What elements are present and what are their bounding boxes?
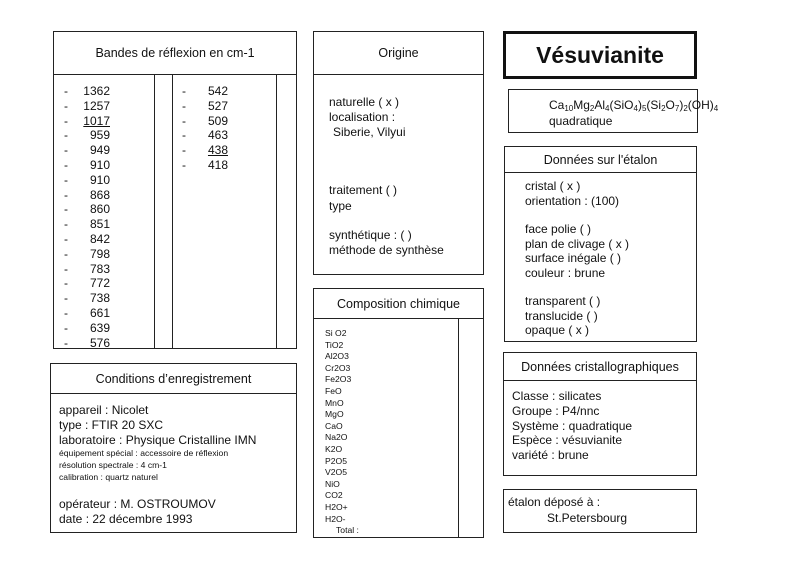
- band-value: 959: [89, 128, 110, 143]
- band-dash: -: [182, 143, 186, 158]
- etalon-line: face polie ( ): [525, 222, 592, 236]
- band-value: 738: [89, 291, 110, 306]
- conditions-title: Conditions d’enregistrement: [95, 371, 252, 386]
- band-dash: -: [64, 276, 68, 291]
- composition-total: Total :: [336, 525, 359, 536]
- band-dash: -: [64, 291, 68, 306]
- mineral-name: Vésuvianite: [536, 41, 664, 68]
- formula-part: (OH): [687, 98, 714, 112]
- band-row: [64, 188, 152, 203]
- formula-part: ): [679, 98, 684, 112]
- composition-item: Na2O: [325, 432, 348, 443]
- band-row: [182, 84, 272, 99]
- band-row: [64, 217, 152, 232]
- composition-item: CO2: [325, 490, 343, 501]
- band-dash: -: [64, 113, 68, 128]
- band-row: [64, 158, 152, 173]
- cristallo-header: [504, 353, 696, 381]
- bands-header: [54, 32, 296, 75]
- band-dash: -: [182, 157, 186, 172]
- composition-item: H2O+: [325, 501, 348, 512]
- composition-item: H2O-: [325, 513, 346, 524]
- band-value: 860: [89, 202, 110, 217]
- band-row: [64, 173, 152, 188]
- type-field: type : FTIR 20 SXC: [59, 418, 164, 432]
- band-row: [64, 306, 152, 321]
- column-divider: [172, 75, 173, 348]
- band-dash: -: [64, 84, 68, 98]
- composition-item: P2O5: [325, 455, 347, 466]
- formula-part: Mg: [573, 98, 590, 112]
- appareil-field: appareil : Nicolet: [59, 403, 149, 417]
- band-value: 639: [89, 320, 110, 335]
- band-value: 661: [89, 305, 110, 320]
- type-field: type: [329, 199, 352, 213]
- formula-subscript: 4: [605, 104, 610, 113]
- band-row: [182, 143, 272, 158]
- band-value: 542: [207, 84, 228, 98]
- formula-part: (Si: [646, 98, 662, 112]
- formula-subscript: 10: [564, 104, 574, 113]
- bands-column-2: [182, 84, 272, 173]
- band-row: [64, 276, 152, 291]
- band-value: 949: [89, 143, 110, 158]
- composition-item: Fe2O3: [325, 374, 352, 385]
- etalon-header: [505, 147, 696, 173]
- band-value: 1257: [83, 98, 110, 113]
- band-row: [64, 99, 152, 114]
- naturelle-field: naturelle ( x ): [329, 95, 400, 109]
- band-row: [64, 84, 152, 99]
- composition-item: MgO: [325, 409, 344, 420]
- band-dash: -: [64, 261, 68, 276]
- composition-header: [314, 289, 483, 319]
- etalon-line: plan de clivage ( x ): [525, 236, 630, 251]
- band-row: [182, 158, 272, 173]
- band-value: 576: [89, 335, 110, 350]
- conditions-box: [50, 363, 297, 533]
- band-row: [64, 336, 152, 351]
- etalon-line: opaque ( x ): [525, 323, 590, 337]
- composition-item: Cr2O3: [325, 362, 351, 373]
- origine-title: Origine: [378, 46, 419, 60]
- band-value: 509: [207, 113, 228, 128]
- composition-item: V2O5: [325, 467, 347, 478]
- band-dash: -: [64, 246, 68, 261]
- band-dash: -: [64, 157, 68, 172]
- formula-part: Ca: [549, 98, 565, 112]
- band-value: 798: [89, 246, 110, 261]
- band-value: 527: [207, 98, 228, 113]
- band-row: [64, 291, 152, 306]
- formula-part: (SiO: [609, 98, 634, 112]
- band-dash: -: [182, 128, 186, 143]
- formula-subscript: 7: [674, 104, 680, 113]
- formula-subscript: 4: [713, 104, 719, 113]
- synthetique-field: synthétique : ( ): [329, 228, 412, 242]
- bands-title: Bandes de réflexion en cm-1: [95, 46, 255, 60]
- band-dash: -: [182, 84, 186, 98]
- cristallo-line: variété : brune: [512, 448, 589, 463]
- etalon-line: transparent ( ): [525, 294, 601, 308]
- crystal-system: quadratique: [549, 114, 613, 128]
- cristallo-line: Espèce : vésuvianite: [512, 433, 623, 448]
- composition-list: [325, 328, 359, 537]
- band-row: [64, 321, 152, 336]
- band-dash: -: [64, 305, 68, 320]
- etalon-group-3: [525, 294, 600, 338]
- composition-item: MnO: [325, 397, 344, 408]
- cristallo-line: Classe : silicates: [512, 389, 602, 403]
- depot-place: St.Petersbourg: [547, 511, 628, 525]
- conditions-header: [51, 364, 296, 394]
- etalon-line: couleur : brune: [525, 265, 606, 280]
- column-divider: [154, 75, 155, 348]
- band-value: 772: [89, 276, 110, 291]
- composition-item: Al2O3: [325, 351, 349, 362]
- band-value: 842: [89, 231, 110, 246]
- bands-column-1: [64, 84, 152, 350]
- band-row: [64, 232, 152, 247]
- formula-subscript: 2: [661, 104, 666, 113]
- etalon-line: translucide ( ): [525, 308, 598, 323]
- band-dash: -: [64, 320, 68, 335]
- origine-header: [314, 32, 483, 75]
- depot-box: [503, 489, 697, 533]
- etalon-group-1: [525, 179, 619, 208]
- etalon-title: Données sur l'étalon: [543, 152, 658, 167]
- laboratoire-field: laboratoire : Physique Cristalline IMN: [59, 433, 257, 447]
- column-divider: [276, 75, 277, 348]
- composition-item: Si O2: [325, 328, 347, 338]
- composition-divider: [458, 319, 459, 537]
- band-value: 463: [207, 128, 228, 143]
- bands-box: [53, 31, 297, 349]
- band-row: [64, 262, 152, 277]
- band-dash: -: [182, 98, 186, 113]
- band-dash: -: [64, 98, 68, 113]
- composition-item: K2O: [325, 443, 343, 454]
- composition-item: NiO: [325, 478, 340, 489]
- localisation-label: localisation :: [329, 110, 396, 124]
- band-dash: -: [64, 231, 68, 246]
- methode-field: méthode de synthèse: [329, 243, 444, 257]
- band-row: [182, 128, 272, 143]
- etalon-group-2: [525, 222, 629, 280]
- band-dash: -: [182, 113, 186, 128]
- formula-part: Al: [594, 98, 606, 112]
- band-dash: -: [64, 143, 68, 158]
- band-dash: -: [64, 128, 68, 143]
- formula-box: [508, 89, 719, 133]
- resolution-field: résolution spectrale : 4 cm-1: [59, 460, 167, 470]
- calibration-field: calibration : quartz naturel: [59, 472, 158, 482]
- etalon-line: orientation : (100): [525, 193, 620, 208]
- origine-box: [313, 31, 484, 275]
- band-value: 868: [89, 187, 110, 202]
- band-value: 1362: [83, 84, 110, 98]
- band-value: 851: [89, 217, 110, 232]
- operateur-field: opérateur : M. OSTROUMOV: [59, 497, 216, 511]
- band-dash: -: [64, 187, 68, 202]
- composition-item: TiO2: [325, 339, 344, 350]
- band-row: [182, 114, 272, 129]
- formula-part: O: [665, 98, 675, 112]
- etalon-line: surface inégale ( ): [525, 251, 622, 265]
- traitement-field: traitement ( ): [329, 183, 398, 197]
- band-dash: -: [64, 335, 68, 350]
- formula-subscript: 5: [641, 104, 647, 113]
- date-field: date : 22 décembre 1993: [59, 512, 193, 526]
- localisation-value: Siberie, Vilyui: [333, 125, 406, 139]
- etalon-line: cristal ( x ): [525, 179, 581, 193]
- cristallo-box: [503, 352, 697, 476]
- composition-item: FeO: [325, 385, 342, 396]
- cristallo-lines: [512, 389, 632, 463]
- equipement-field: équipement spécial : accessoire de réflexion: [59, 448, 229, 458]
- formula-subscript: 2: [589, 104, 595, 113]
- cristallo-line: Système : quadratique: [512, 418, 633, 433]
- band-value: 910: [89, 172, 110, 187]
- band-row: [64, 114, 152, 129]
- formula-part: ): [637, 98, 642, 112]
- band-dash: -: [64, 172, 68, 187]
- composition-box: [313, 288, 484, 538]
- band-value: 418: [207, 157, 228, 172]
- cristallo-title: Données cristallographiques: [521, 359, 679, 374]
- band-row: [64, 128, 152, 143]
- band-dash: -: [64, 217, 68, 232]
- depot-label: étalon déposé à :: [508, 495, 601, 509]
- composition-title: Composition chimique: [337, 296, 460, 311]
- band-row: [64, 202, 152, 217]
- band-value: 1017: [83, 113, 110, 128]
- band-value: 910: [89, 157, 110, 172]
- band-row: [64, 247, 152, 262]
- formula-subscript: 2: [683, 104, 688, 113]
- band-value: 438: [207, 143, 228, 158]
- band-value: 783: [89, 261, 110, 276]
- cristallo-line: Groupe : P4/nnc: [512, 403, 600, 418]
- formula-subscript: 4: [633, 104, 638, 113]
- composition-item: CaO: [325, 420, 343, 431]
- etalon-box: [504, 146, 697, 342]
- band-row: [182, 99, 272, 114]
- mineral-title-box: [503, 31, 697, 79]
- band-dash: -: [64, 202, 68, 217]
- band-row: [64, 143, 152, 158]
